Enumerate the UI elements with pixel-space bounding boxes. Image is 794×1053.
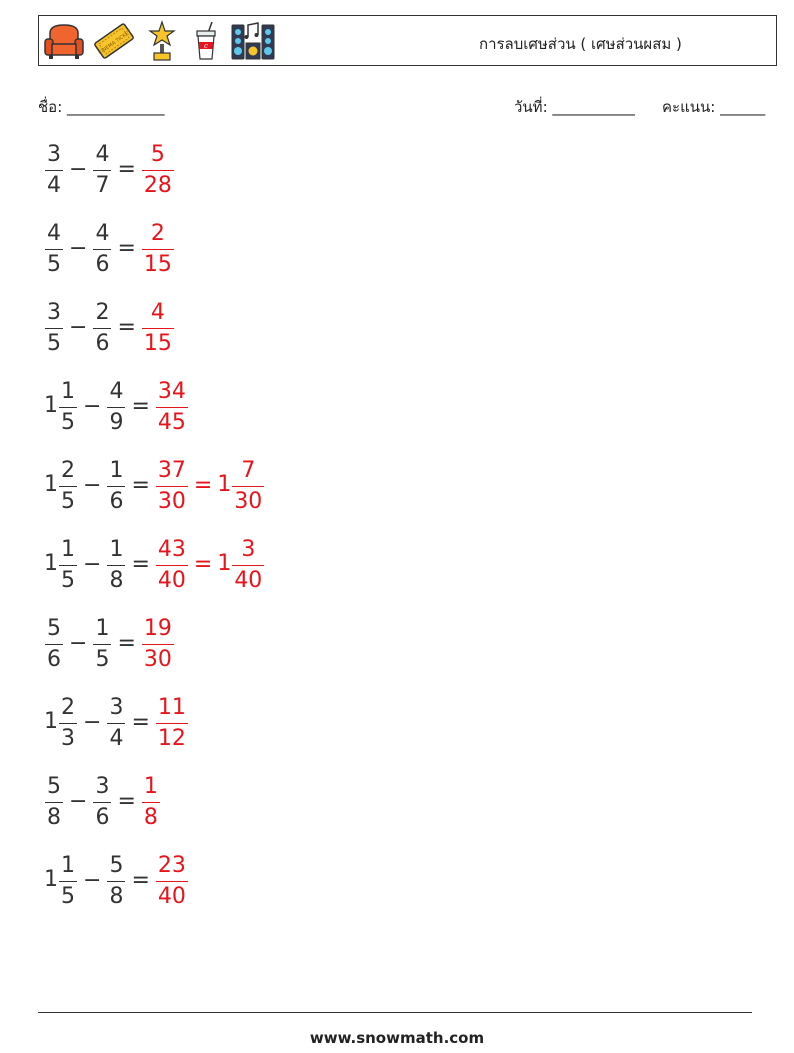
fraction-bar: [107, 881, 125, 882]
fraction-bar: [93, 249, 111, 250]
fraction-bar: [93, 802, 111, 803]
numerator: 4: [109, 379, 124, 404]
whole-number: 1: [44, 709, 58, 734]
mixed-whole-number: 1: [217, 551, 232, 576]
denominator: 7: [95, 173, 110, 198]
worksheet-header: [38, 15, 777, 66]
denominator: 8: [109, 884, 124, 909]
fraction-bar: [142, 170, 174, 171]
sofa-icon: [42, 19, 86, 63]
denominator: 12: [157, 726, 186, 751]
equals-sign-answer: =: [193, 552, 213, 577]
minus-sign: −: [83, 473, 102, 498]
denominator: 15: [143, 252, 172, 277]
numerator: 7: [241, 458, 256, 483]
equals-sign: =: [117, 236, 136, 261]
denominator: 5: [95, 647, 110, 672]
denominator: 6: [95, 252, 110, 277]
mixed-answer: [232, 537, 264, 594]
whole-number: 1: [44, 867, 58, 892]
answer: [156, 537, 188, 594]
numerator: 2: [95, 300, 110, 325]
fraction-bar: [156, 881, 188, 882]
fraction-bar: [232, 486, 264, 487]
numerator: 3: [109, 695, 124, 720]
minus-sign: −: [69, 631, 88, 656]
minus-sign: −: [69, 789, 88, 814]
problem-7: [44, 616, 265, 695]
numerator: 1: [61, 853, 75, 878]
numerator: 3: [95, 774, 110, 799]
subtrahend: [93, 774, 111, 831]
footer-url: www.snowmath.com: [309, 1029, 485, 1047]
numerator: 1: [61, 379, 75, 404]
trophy-star-icon: [142, 19, 182, 63]
problem-3: [44, 300, 265, 379]
minuend: [59, 379, 77, 436]
minuend: [59, 458, 77, 515]
answer: [156, 853, 188, 910]
fraction-bar: [93, 328, 111, 329]
fraction-bar: [156, 723, 188, 724]
numerator: 1: [109, 537, 124, 562]
fraction-bar: [107, 565, 125, 566]
fraction-bar: [45, 328, 63, 329]
numerator: 19: [143, 616, 172, 641]
problem-2: [44, 221, 265, 300]
denominator: 30: [143, 647, 172, 672]
minus-sign: −: [83, 710, 102, 735]
numerator: 1: [61, 537, 75, 562]
equals-sign: =: [131, 710, 150, 735]
minuend: [45, 221, 63, 278]
numerator: 1: [143, 774, 158, 799]
fraction-bar: [45, 644, 63, 645]
header-icons: [42, 19, 276, 63]
subtrahend: [107, 537, 125, 594]
numerator: 5: [150, 142, 165, 167]
equals-sign: =: [131, 868, 150, 893]
problem-4: [44, 379, 265, 458]
denominator: 4: [109, 726, 124, 751]
denominator: 8: [143, 805, 158, 830]
equals-sign: =: [131, 394, 150, 419]
fraction-bar: [59, 723, 77, 724]
denominator: 6: [109, 489, 124, 514]
numerator: 1: [95, 616, 110, 641]
whole-number: 1: [44, 472, 58, 497]
fraction-bar: [142, 644, 174, 645]
subtrahend: [93, 616, 111, 673]
numerator: 23: [157, 853, 186, 878]
subtrahend: [107, 695, 125, 752]
fraction-bar: [156, 407, 188, 408]
problem-5: [44, 458, 265, 537]
denominator: 5: [61, 489, 75, 514]
cup-letter: c: [204, 42, 208, 50]
answer: [142, 142, 174, 199]
fraction-bar: [59, 565, 77, 566]
equals-sign: =: [117, 631, 136, 656]
minuend: [45, 300, 63, 357]
answer: [142, 221, 174, 278]
fraction-bar: [107, 486, 125, 487]
subtrahend: [93, 300, 111, 357]
minuend: [45, 142, 63, 199]
equals-sign: =: [117, 157, 136, 182]
fraction-bar: [142, 802, 160, 803]
numerator: 5: [47, 616, 61, 641]
numerator: 43: [157, 537, 186, 562]
denominator: 40: [157, 884, 186, 909]
denominator: 30: [234, 489, 263, 514]
denominator: 45: [157, 410, 186, 435]
footer-divider: [38, 1012, 752, 1013]
fraction-bar: [156, 486, 188, 487]
denominator: 40: [157, 568, 186, 593]
minus-sign: −: [83, 868, 102, 893]
minus-sign: −: [83, 394, 102, 419]
whole-number: 1: [44, 393, 58, 418]
problem-9: [44, 774, 265, 853]
fraction-bar: [142, 328, 174, 329]
fraction-bar: [107, 723, 125, 724]
numerator: 11: [157, 695, 186, 720]
denominator: 6: [95, 805, 110, 830]
answer: [156, 379, 188, 436]
equals-sign: =: [117, 315, 136, 340]
fraction-bar: [156, 565, 188, 566]
denominator: 40: [234, 568, 263, 593]
equals-sign: =: [117, 789, 136, 814]
denominator: 6: [95, 331, 110, 356]
fraction-bar: [45, 802, 63, 803]
fraction-bar: [107, 407, 125, 408]
denominator: 28: [143, 173, 172, 198]
answer: [142, 616, 174, 673]
mixed-whole-number: 1: [217, 472, 232, 497]
fraction-bar: [59, 486, 77, 487]
problem-list: [44, 142, 265, 932]
numerator: 3: [47, 142, 61, 167]
equals-sign-answer: =: [193, 473, 213, 498]
numerator: 4: [150, 300, 165, 325]
denominator: 9: [109, 410, 124, 435]
denominator: 30: [157, 489, 186, 514]
equals-sign: =: [131, 473, 150, 498]
fraction-bar: [59, 881, 77, 882]
subtrahend: [93, 142, 111, 199]
problem-10: [44, 853, 265, 932]
subtrahend: [107, 853, 125, 910]
fraction-bar: [59, 407, 77, 408]
fraction-bar: [45, 249, 63, 250]
denominator: 8: [47, 805, 61, 830]
fraction-bar: [45, 170, 63, 171]
subtrahend: [93, 221, 111, 278]
denominator: 5: [47, 252, 61, 277]
answer: [156, 458, 188, 515]
minuend: [45, 774, 63, 831]
minuend: [45, 616, 63, 673]
subtrahend: [107, 379, 125, 436]
numerator: 4: [47, 221, 61, 246]
denominator: 8: [109, 568, 124, 593]
minuend: [59, 853, 77, 910]
fraction-bar: [93, 644, 111, 645]
minus-sign: −: [83, 552, 102, 577]
denominator: 5: [61, 568, 75, 593]
answer: [156, 695, 188, 752]
fraction-bar: [142, 249, 174, 250]
fraction-bar: [93, 170, 111, 171]
numerator: 2: [61, 458, 75, 483]
minuend: [59, 695, 77, 752]
name-field: ชื่อ: _____________: [38, 98, 165, 116]
numerator: 2: [150, 221, 165, 246]
denominator: 4: [47, 173, 61, 198]
soda-cup-icon: [188, 19, 224, 63]
numerator: 1: [109, 458, 124, 483]
minus-sign: −: [69, 157, 88, 182]
minus-sign: −: [69, 315, 88, 340]
cinema-ticket-icon: [92, 19, 136, 63]
speakers-music-icon: [230, 19, 276, 63]
answer: [142, 300, 174, 357]
denominator: 5: [61, 884, 75, 909]
whole-number: 1: [44, 551, 58, 576]
subtrahend: [107, 458, 125, 515]
numerator: 4: [95, 142, 110, 167]
numerator: 5: [47, 774, 61, 799]
score-field: คะแนน: ______: [662, 98, 766, 116]
numerator: 2: [61, 695, 75, 720]
numerator: 3: [241, 537, 256, 562]
problem-8: [44, 695, 265, 774]
date-field: วันที่: ___________: [514, 98, 635, 116]
answer: [142, 774, 160, 831]
numerator: 3: [47, 300, 61, 325]
numerator: 37: [157, 458, 186, 483]
denominator: 5: [47, 331, 61, 356]
denominator: 15: [143, 331, 172, 356]
ticket-text: CINEMA TICKET: [97, 29, 133, 57]
denominator: 6: [47, 647, 61, 672]
problem-6: [44, 537, 265, 616]
denominator: 3: [61, 726, 75, 751]
problem-1: [44, 142, 265, 221]
denominator: 5: [61, 410, 75, 435]
mixed-answer: [232, 458, 264, 515]
minuend: [59, 537, 77, 594]
fraction-bar: [232, 565, 264, 566]
minus-sign: −: [69, 236, 88, 261]
numerator: 34: [157, 379, 186, 404]
numerator: 5: [109, 853, 124, 878]
worksheet-title: การลบเศษส่วน ( เศษส่วนผสม ): [479, 35, 682, 53]
numerator: 4: [95, 221, 110, 246]
equals-sign: =: [131, 552, 150, 577]
